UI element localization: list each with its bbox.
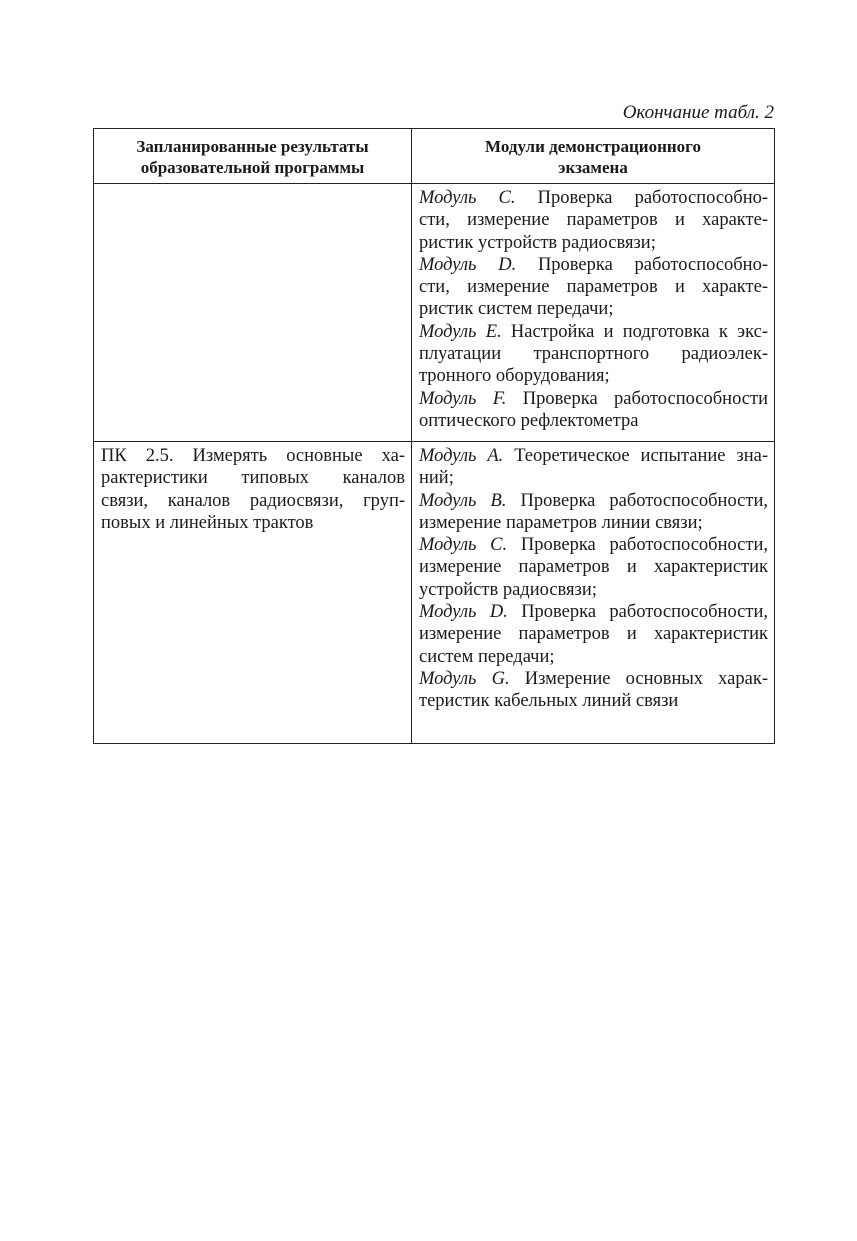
result-line: связи, каналов радиосвязи, груп- (101, 490, 405, 511)
module-text: Проверка работоспособности, (506, 490, 768, 511)
module-line: оптического рефлектометра (419, 410, 639, 431)
module-name: Модуль F. (419, 388, 507, 409)
header-planned-results (94, 129, 412, 184)
modules-cell (412, 442, 775, 744)
module-line: теристик кабельных линий связи (419, 691, 679, 712)
module-text: Измерение основных харак- (509, 668, 768, 689)
modules-table (93, 128, 775, 744)
module-line: измерение параметров и характеристик (419, 557, 768, 578)
module-text: Проверка работоспособности, (507, 535, 768, 556)
table-row (94, 184, 775, 442)
module-line: ристик систем передачи; (419, 299, 614, 320)
module-line: сти, измерение параметров и характе- (419, 210, 768, 231)
module-text: Проверка работоспособно- (515, 188, 769, 208)
module-line (419, 187, 768, 209)
module-line: измерение параметров линии связи; (419, 512, 703, 533)
module-name: Модуль D. (419, 254, 517, 275)
module-name: Модуль B. (419, 490, 507, 511)
module-text: Теоретическое испытание зна- (503, 446, 769, 466)
table-caption: Окончание табл. 2 (622, 102, 774, 123)
result-line: ПК 2.5. Измерять основные ха- (101, 446, 405, 466)
module-line: измерение параметров и характеристик (419, 624, 768, 645)
module-line (419, 601, 768, 623)
module-line (419, 445, 768, 467)
module-text: Проверка работоспособно- (516, 254, 768, 275)
module-text: Настройка и подготовка к экс- (501, 321, 768, 342)
module-name: Модуль D. (419, 602, 508, 623)
header-line: экзамена (558, 158, 628, 177)
header-line: образовательной программы (140, 158, 365, 177)
module-line: тронного оборудования; (419, 366, 610, 387)
module-line: устройств радиосвязи; (419, 579, 597, 600)
module-line: сти, измерение параметров и характе- (419, 277, 768, 298)
result-line: рактеристики типовых каналов (101, 468, 405, 489)
module-line (419, 490, 768, 512)
result-cell-empty (94, 184, 412, 442)
header-line: Модули демонстрационного (485, 137, 701, 156)
module-name: Модуль E. (419, 321, 502, 342)
module-text: Проверка работоспособности, (507, 602, 768, 623)
result-cell (94, 442, 412, 744)
header-exam-modules (412, 129, 775, 184)
result-line: повых и линейных трактов (101, 512, 314, 533)
module-name: Модуль A. (419, 446, 504, 466)
module-line (419, 668, 768, 690)
module-name: Модуль G. (419, 668, 510, 689)
module-line (419, 254, 768, 276)
header-line: Запланированные результаты (136, 137, 369, 156)
module-text: Проверка работоспособности (506, 388, 768, 409)
module-line (419, 321, 768, 343)
module-line (419, 534, 768, 556)
module-line (419, 388, 768, 410)
module-line: систем передачи; (419, 646, 555, 667)
module-name: Модуль C. (419, 188, 516, 208)
module-line: ний; (419, 468, 454, 489)
module-line: ристик устройств радиосвязи; (419, 232, 656, 253)
table-header-row (94, 129, 775, 184)
module-line: плуатации транспортного радиоэлек- (419, 344, 768, 365)
table-row (94, 442, 775, 744)
module-name: Модуль C. (419, 535, 508, 556)
modules-cell (412, 184, 775, 442)
